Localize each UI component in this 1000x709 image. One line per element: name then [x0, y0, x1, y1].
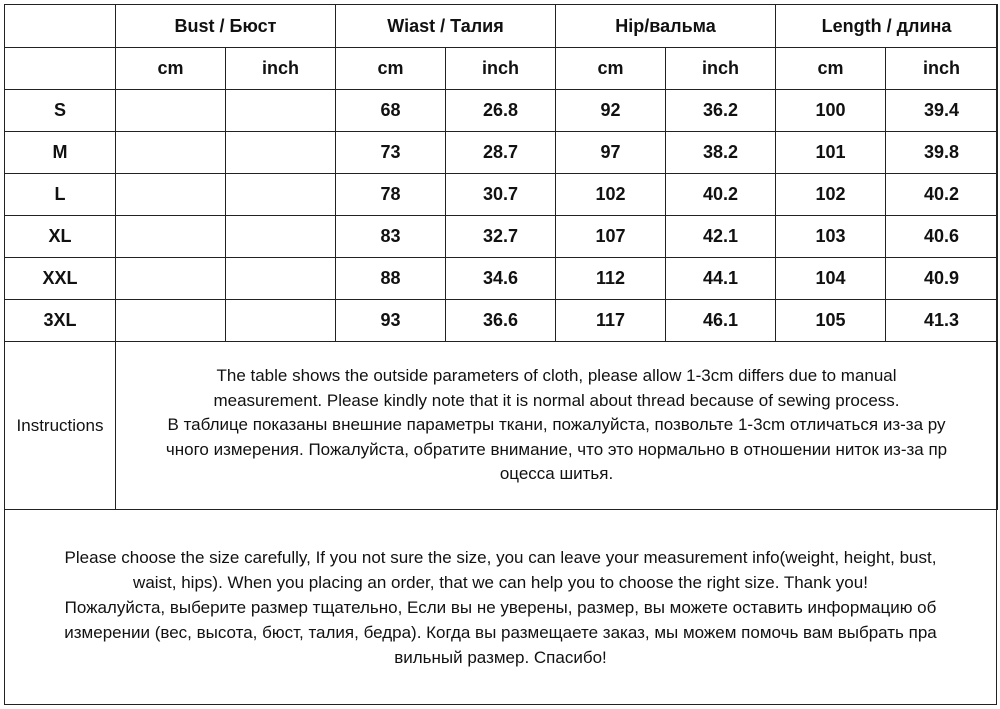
- waist-cm-cell: 83: [336, 216, 446, 258]
- size-notice-text: [64, 545, 936, 674]
- instructions-line: В таблице показаны внешние параметры ткани, пожалуйста, позвольте 1-3cm отличаться из-за ру: [167, 415, 946, 435]
- waist-inch-cell: 36.6: [446, 300, 556, 342]
- length-cm-cell: 103: [776, 216, 886, 258]
- notice-line: waist, hips). When you placing an order, that we can help you to choose the right size. Thank you!: [133, 573, 868, 592]
- waist-inch-cell: 30.7: [446, 174, 556, 216]
- waist-cm-cell: 68: [336, 90, 446, 132]
- bust-inch-cell: [226, 216, 336, 258]
- hip-cm-cell: 97: [556, 132, 666, 174]
- header-waist: Wiast / Талия: [336, 5, 556, 48]
- bust-inch-cell: [226, 258, 336, 300]
- hip-inch-cell: 44.1: [666, 258, 776, 300]
- hip-inch-cell: 40.2: [666, 174, 776, 216]
- notice-line: измерении (вес, высота, бюст, талия, бедра). Когда вы размещаете заказ, мы можем помочь вам выбрать пра: [64, 623, 937, 642]
- header-hip: Hip/вальма: [556, 5, 776, 48]
- size-label: S: [5, 90, 116, 132]
- size-row-l: [5, 174, 998, 216]
- units-row: [5, 48, 998, 90]
- notice-line: Please choose the size carefully, If you not sure the size, you can leave your measurement info(weight, height, bust,: [64, 548, 937, 567]
- header-length: Length / длина: [776, 5, 998, 48]
- bust-inch-cell: [226, 174, 336, 216]
- unit-cell: cm: [776, 48, 886, 90]
- size-chart-table: [4, 4, 998, 510]
- instructions-text: [116, 342, 998, 510]
- length-inch-cell: 40.6: [886, 216, 998, 258]
- notice-line: Пожалуйста, выберите размер тщательно, Если вы не уверены, размер, вы можете оставить информацию об: [64, 598, 937, 617]
- size-row-m: [5, 132, 998, 174]
- length-cm-cell: 104: [776, 258, 886, 300]
- bust-inch-cell: [226, 300, 336, 342]
- size-notice: [5, 515, 996, 704]
- length-cm-cell: 105: [776, 300, 886, 342]
- waist-cm-cell: 73: [336, 132, 446, 174]
- size-row-xl: [5, 216, 998, 258]
- hip-inch-cell: 36.2: [666, 90, 776, 132]
- unit-cell: inch: [226, 48, 336, 90]
- length-cm-cell: 101: [776, 132, 886, 174]
- length-inch-cell: 41.3: [886, 300, 998, 342]
- instructions-label: Instructions: [5, 342, 116, 510]
- size-label: L: [5, 174, 116, 216]
- instructions-line: The table shows the outside parameters of cloth, please allow 1-3cm differs due to manual: [216, 366, 897, 386]
- size-row-3xl: [5, 300, 998, 342]
- unit-cell: inch: [886, 48, 998, 90]
- instructions-line: чного измерения. Пожалуйста, обратите внимание, что это нормально в отношении ниток из-за пр: [165, 439, 948, 459]
- bust-cm-cell: [116, 174, 226, 216]
- waist-cm-cell: 78: [336, 174, 446, 216]
- unit-cell: inch: [666, 48, 776, 90]
- size-label: XL: [5, 216, 116, 258]
- bust-cm-cell: [116, 90, 226, 132]
- instructions-row: [5, 342, 998, 510]
- bust-cm-cell: [116, 258, 226, 300]
- hip-cm-cell: 117: [556, 300, 666, 342]
- hip-inch-cell: 38.2: [666, 132, 776, 174]
- waist-cm-cell: 93: [336, 300, 446, 342]
- bust-cm-cell: [116, 132, 226, 174]
- size-label: M: [5, 132, 116, 174]
- hip-cm-cell: 102: [556, 174, 666, 216]
- header-bust: Bust / Бюст: [116, 5, 336, 48]
- waist-inch-cell: 34.6: [446, 258, 556, 300]
- size-row-xxl: [5, 258, 998, 300]
- units-corner-cell: [5, 48, 116, 90]
- hip-inch-cell: 42.1: [666, 216, 776, 258]
- length-inch-cell: 40.9: [886, 258, 998, 300]
- size-row-s: [5, 90, 998, 132]
- unit-cell: inch: [446, 48, 556, 90]
- length-cm-cell: 100: [776, 90, 886, 132]
- unit-cell: cm: [556, 48, 666, 90]
- waist-inch-cell: 32.7: [446, 216, 556, 258]
- length-cm-cell: 102: [776, 174, 886, 216]
- length-inch-cell: 39.4: [886, 90, 998, 132]
- unit-cell: cm: [336, 48, 446, 90]
- header-row: [5, 5, 998, 48]
- bust-inch-cell: [226, 132, 336, 174]
- unit-cell: cm: [116, 48, 226, 90]
- notice-line: вильный размер. Спасибо!: [394, 648, 607, 667]
- bust-cm-cell: [116, 216, 226, 258]
- waist-inch-cell: 28.7: [446, 132, 556, 174]
- size-label: 3XL: [5, 300, 116, 342]
- corner-cell: [5, 5, 116, 48]
- instructions-line: оцесса шитья.: [499, 464, 614, 484]
- size-label: XXL: [5, 258, 116, 300]
- bust-inch-cell: [226, 90, 336, 132]
- waist-inch-cell: 26.8: [446, 90, 556, 132]
- hip-cm-cell: 107: [556, 216, 666, 258]
- length-inch-cell: 39.8: [886, 132, 998, 174]
- hip-cm-cell: 92: [556, 90, 666, 132]
- waist-cm-cell: 88: [336, 258, 446, 300]
- length-inch-cell: 40.2: [886, 174, 998, 216]
- bust-cm-cell: [116, 300, 226, 342]
- hip-cm-cell: 112: [556, 258, 666, 300]
- hip-inch-cell: 46.1: [666, 300, 776, 342]
- instructions-line: measurement. Please kindly note that it is normal about thread because of sewing process.: [213, 390, 900, 410]
